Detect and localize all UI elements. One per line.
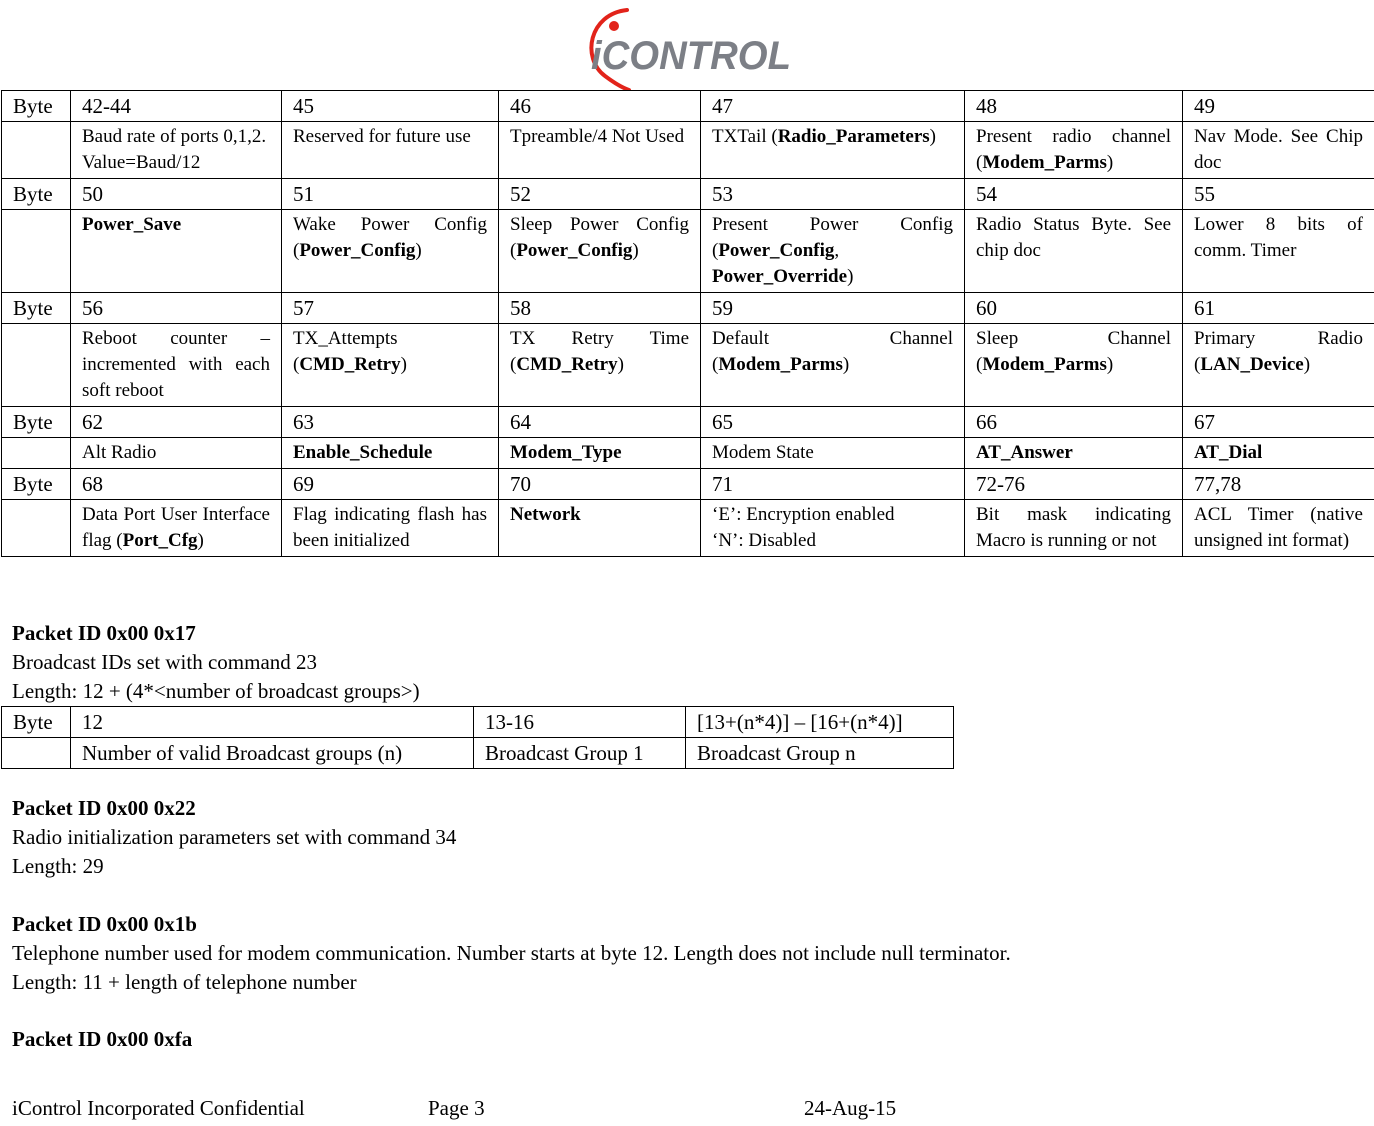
page-footer	[12, 1096, 1362, 1126]
description-text: )	[843, 354, 849, 375]
byte-label: Byte	[2, 407, 71, 438]
packet-byte-table	[1, 90, 1374, 557]
byte-label: Byte	[2, 91, 71, 122]
description-text: Nav Mode. See Chip doc	[1194, 126, 1363, 173]
description-line: Value=Baud/12	[82, 150, 270, 176]
byte-description	[499, 324, 701, 407]
field-name: Modem_Parms	[718, 354, 843, 375]
packet-0x17-desc: Broadcast IDs set with command 23	[12, 648, 420, 677]
byte-number: 51	[282, 179, 499, 210]
description-text: )	[198, 530, 204, 551]
packet-0x22-section	[12, 794, 456, 881]
byte-description	[282, 500, 499, 557]
byte-description	[701, 438, 965, 469]
field-name: Modem_Parms	[982, 152, 1107, 173]
byte-description	[965, 210, 1183, 293]
byte-description	[701, 210, 965, 293]
byte-description	[1183, 122, 1374, 179]
field-name: CMD_Retry	[516, 354, 617, 375]
field-name: Network	[510, 504, 581, 525]
byte-description	[965, 324, 1183, 407]
description-text: )	[1304, 354, 1310, 375]
logo-dot	[609, 21, 619, 31]
byte-number: 42-44	[71, 91, 282, 122]
icontrol-logo	[583, 2, 803, 90]
footer-company: iControl Incorporated Confidential	[12, 1096, 305, 1121]
byte-number: 48	[965, 91, 1183, 122]
description-text: TXTail (	[712, 126, 778, 147]
description-text: )	[1107, 152, 1113, 173]
description-text: Lower 8 bits of comm. Timer	[1194, 214, 1363, 261]
byte-number: 56	[71, 293, 282, 324]
empty-cell	[2, 438, 71, 469]
description-text: )	[930, 126, 936, 147]
packet-0xfa-title: Packet ID 0x00 0xfa	[12, 1025, 192, 1054]
byte-number-row	[2, 91, 1374, 122]
description-text: Reboot counter – incremented with each soft reboot	[82, 328, 270, 401]
description-text: )	[415, 240, 421, 261]
field-name: AT_Dial	[1194, 442, 1262, 463]
packet-0x22-desc: Radio initialization parameters set with command 34	[12, 823, 456, 852]
byte-description	[965, 438, 1183, 469]
byte-description-row	[2, 122, 1374, 179]
description-text: )	[632, 240, 638, 261]
byte-number: 52	[499, 179, 701, 210]
byte-description	[1183, 438, 1374, 469]
packet-0x17-title: Packet ID 0x00 0x17	[12, 619, 420, 648]
byte-number: 50	[71, 179, 282, 210]
byte-description	[701, 324, 965, 407]
byte-number: [13+(n*4)] – [16+(n*4)]	[686, 707, 954, 738]
field-name: Radio_Parameters	[778, 126, 930, 147]
description-text: )	[618, 354, 624, 375]
byte-label: Byte	[2, 293, 71, 324]
field-name: Power_Config	[718, 240, 834, 261]
byte-number: 68	[71, 469, 282, 500]
field-name: Port_Cfg	[123, 530, 198, 551]
description-text: )	[401, 354, 407, 375]
packet-0x17-length: Length: 12 + (4*<number of broadcast groups>)	[12, 677, 420, 706]
byte-description-row	[2, 210, 1374, 293]
field-name: Power_Config	[299, 240, 415, 261]
packet-0x1b-title: Packet ID 0x00 0x1b	[12, 910, 1011, 939]
byte-description	[71, 122, 282, 179]
description-text: )	[847, 266, 853, 287]
byte-number-row	[2, 469, 1374, 500]
packet-0x1b-section	[12, 910, 1011, 997]
packet-0x1b-desc: Telephone number used for modem communication. Number starts at byte 12. Length does not include null terminator.	[12, 939, 1011, 968]
description-text: Modem State	[712, 442, 814, 463]
field-name: Power_Config	[516, 240, 632, 261]
byte-number: 49	[1183, 91, 1374, 122]
empty-cell	[2, 324, 71, 407]
description-text: Default Channel (	[712, 328, 953, 375]
byte-number: 70	[499, 469, 701, 500]
description-text: Flag indicating flash has been initialized	[293, 504, 487, 551]
byte-number: 65	[701, 407, 965, 438]
byte-description-row	[2, 438, 1374, 469]
description-text: Alt Radio	[82, 442, 156, 463]
byte-number: 67	[1183, 407, 1374, 438]
description-line: Baud rate of ports 0,1,2.	[82, 124, 270, 150]
field-name: Modem_Parms	[982, 354, 1107, 375]
description-text: Present radio channel (	[976, 126, 1171, 173]
field-name: Modem_Type	[510, 442, 622, 463]
byte-number: 64	[499, 407, 701, 438]
byte-number: 54	[965, 179, 1183, 210]
description-text: Tpreamble/4 Not Used	[510, 126, 684, 147]
broadcast-byte-table	[1, 706, 954, 769]
broadcast-desc-row	[2, 738, 954, 769]
byte-description	[965, 122, 1183, 179]
description-line: ‘E’: Encryption enabled	[712, 502, 953, 528]
description-text: )	[1107, 354, 1113, 375]
description-text: ,	[834, 240, 839, 261]
byte-number: 71	[701, 469, 965, 500]
byte-description	[282, 438, 499, 469]
description-text: Reserved for future use	[293, 126, 471, 147]
byte-description	[499, 122, 701, 179]
footer-page-number: Page 3	[428, 1096, 485, 1121]
description-text: Primary Radio (	[1194, 328, 1363, 375]
byte-number: 63	[282, 407, 499, 438]
packet-0xfa-section	[12, 1025, 192, 1054]
byte-number: 61	[1183, 293, 1374, 324]
byte-description-row	[2, 500, 1374, 557]
field-name: LAN_Device	[1200, 354, 1303, 375]
byte-description	[965, 500, 1183, 557]
byte-number: 62	[71, 407, 282, 438]
byte-number-row	[2, 179, 1374, 210]
byte-description	[499, 438, 701, 469]
byte-description	[1183, 500, 1374, 557]
byte-description	[282, 324, 499, 407]
footer-date: 24-Aug-15	[804, 1096, 896, 1121]
byte-label: Byte	[2, 179, 71, 210]
byte-description	[701, 122, 965, 179]
byte-description: Broadcast Group 1	[474, 738, 686, 769]
description-text: TX_Attempts (	[293, 328, 398, 375]
byte-description	[701, 500, 965, 557]
description-line: ‘N’: Disabled	[712, 528, 953, 554]
empty-cell	[2, 738, 71, 769]
empty-cell	[2, 500, 71, 557]
description-text: Bit mask indicating Macro is running or not	[976, 504, 1171, 551]
byte-description	[71, 500, 282, 557]
byte-number: 45	[282, 91, 499, 122]
byte-description-row	[2, 324, 1374, 407]
byte-description	[71, 438, 282, 469]
empty-cell	[2, 210, 71, 293]
description-text: Wake Power Config (	[293, 214, 487, 261]
byte-number: 69	[282, 469, 499, 500]
description-text: Radio Status Byte. See chip doc	[976, 214, 1171, 261]
byte-number: 47	[701, 91, 965, 122]
byte-description	[1183, 324, 1374, 407]
empty-cell	[2, 122, 71, 179]
description-text: ACL Timer (native unsigned int format)	[1194, 504, 1363, 551]
byte-description	[1183, 210, 1374, 293]
byte-number: 60	[965, 293, 1183, 324]
packet-0x17-section	[12, 619, 420, 706]
byte-description	[71, 324, 282, 407]
byte-description	[499, 500, 701, 557]
byte-number: 13-16	[474, 707, 686, 738]
byte-description	[282, 210, 499, 293]
byte-number: 12	[71, 707, 474, 738]
byte-number: 57	[282, 293, 499, 324]
description-text: Sleep Power Config (	[510, 214, 689, 261]
byte-description	[71, 210, 282, 293]
byte-number-row	[2, 293, 1374, 324]
byte-number: 46	[499, 91, 701, 122]
byte-description	[282, 122, 499, 179]
description-text: TX Retry Time (	[510, 328, 689, 375]
description-text: Present Power Config (	[712, 214, 953, 261]
logo-text: iCONTROL	[591, 34, 791, 78]
byte-description: Broadcast Group n	[686, 738, 954, 769]
byte-number: 72-76	[965, 469, 1183, 500]
byte-number: 58	[499, 293, 701, 324]
byte-number: 53	[701, 179, 965, 210]
byte-label: Byte	[2, 707, 71, 738]
packet-0x22-length: Length: 29	[12, 852, 456, 881]
field-name: CMD_Retry	[299, 354, 400, 375]
packet-byte-table-body	[2, 91, 1374, 557]
description-text: Sleep Channel (	[976, 328, 1171, 375]
description-text: Data Port User Interface flag (	[82, 504, 270, 551]
byte-number: 55	[1183, 179, 1374, 210]
byte-number-row	[2, 407, 1374, 438]
byte-description: Number of valid Broadcast groups (n)	[71, 738, 474, 769]
byte-number: 77,78	[1183, 469, 1374, 500]
byte-number: 66	[965, 407, 1183, 438]
byte-number: 59	[701, 293, 965, 324]
packet-0x22-title: Packet ID 0x00 0x22	[12, 794, 456, 823]
byte-description	[499, 210, 701, 293]
field-name: Enable_Schedule	[293, 442, 432, 463]
broadcast-byte-row	[2, 707, 954, 738]
field-name: Power_Override	[712, 266, 847, 287]
byte-label: Byte	[2, 469, 71, 500]
field-name: AT_Answer	[976, 442, 1073, 463]
field-name: Power_Save	[82, 214, 181, 235]
packet-0x1b-length: Length: 11 + length of telephone number	[12, 968, 1011, 997]
